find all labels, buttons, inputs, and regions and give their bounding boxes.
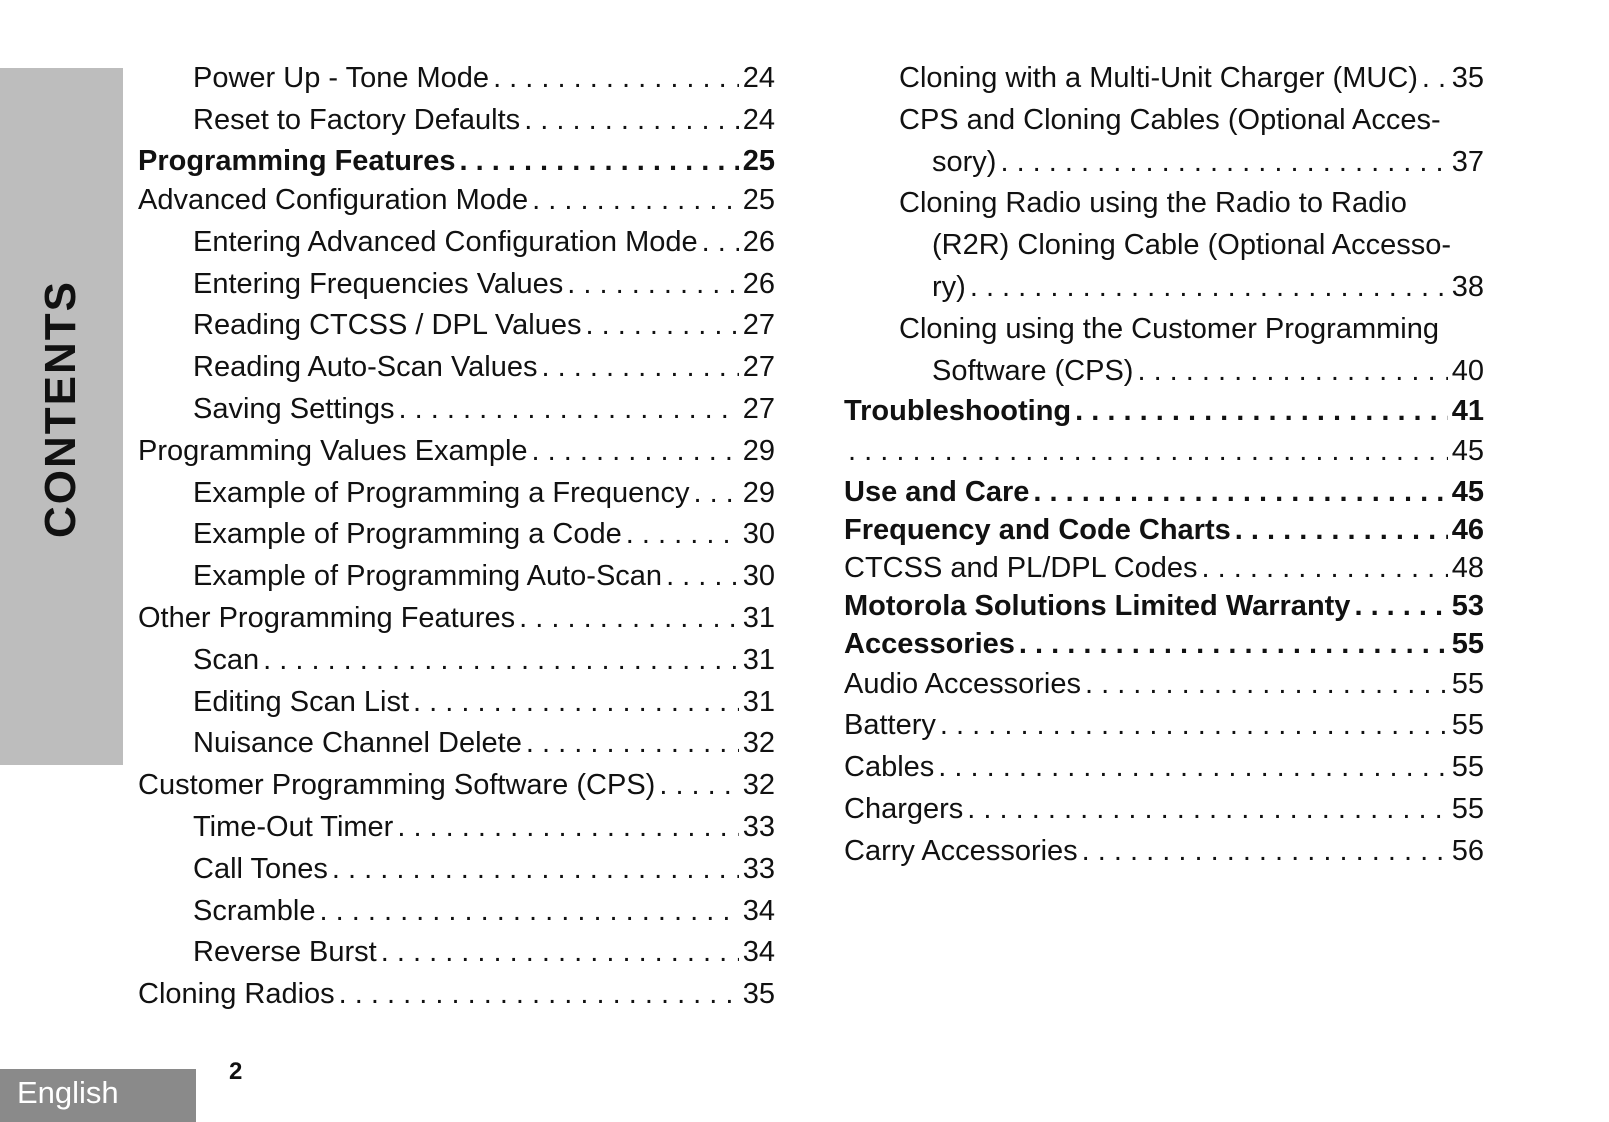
toc-page-number: 25 — [742, 184, 775, 217]
toc-page-number: 38 — [1451, 270, 1484, 303]
toc-entry[interactable] — [844, 705, 1484, 747]
dot-leader — [1235, 511, 1448, 550]
toc-entry[interactable] — [138, 765, 775, 807]
toc-line — [193, 807, 775, 849]
language-footer-tab — [0, 1069, 196, 1122]
toc-entry-title: (R2R) Cloning Cable (Optional Accesso- — [932, 229, 1451, 262]
toc-page-number: 26 — [742, 225, 775, 258]
dot-leader — [532, 431, 739, 473]
toc-line — [844, 831, 1484, 873]
dot-leader — [1000, 142, 1447, 184]
toc-line — [844, 473, 1484, 512]
toc-line — [899, 351, 1484, 393]
toc-line — [193, 849, 775, 891]
dot-leader — [940, 705, 1448, 747]
toc-entry[interactable] — [844, 747, 1484, 789]
toc-line — [193, 640, 775, 682]
dot-leader — [532, 180, 739, 222]
toc-line — [899, 58, 1484, 100]
toc-page-number: 35 — [1451, 62, 1484, 94]
toc-line — [844, 587, 1484, 626]
dot-leader — [493, 58, 739, 100]
toc-line — [193, 264, 775, 306]
toc-entry[interactable] — [844, 392, 1484, 431]
toc-entry-title: Editing Scan List — [193, 685, 410, 718]
dot-leader — [332, 849, 739, 891]
toc-left-column — [138, 58, 775, 1016]
toc-line — [899, 183, 1484, 225]
dot-leader — [666, 556, 739, 598]
toc-line — [193, 305, 775, 347]
toc-entry[interactable] — [844, 100, 1484, 184]
toc-page-number: 30 — [742, 518, 775, 551]
toc-page-number: 33 — [742, 852, 775, 885]
toc-entry[interactable] — [844, 511, 1484, 550]
toc-line — [844, 431, 1484, 473]
toc-entry-title: Programming Values Example — [138, 434, 528, 467]
toc-entry[interactable] — [844, 473, 1484, 512]
toc-entry-title: Cables — [844, 751, 935, 784]
toc-line — [193, 473, 775, 515]
dot-leader — [339, 974, 739, 1016]
toc-entry-title: Saving Settings — [193, 393, 395, 426]
toc-page-number: 29 — [742, 476, 775, 509]
toc-page-number: 31 — [742, 685, 775, 718]
toc-entry-title: Advanced Configuration Mode — [138, 184, 529, 217]
toc-page-number: 30 — [742, 560, 775, 593]
dot-leader — [1422, 58, 1448, 100]
toc-entry-title: Scramble — [193, 894, 316, 927]
toc-line — [193, 58, 775, 100]
toc-line — [844, 747, 1484, 789]
toc-entry-title: Entering Frequencies Values — [193, 267, 564, 300]
dot-leader — [526, 723, 739, 765]
toc-page-number: 26 — [742, 267, 775, 300]
dot-leader — [1085, 664, 1448, 706]
toc-entry[interactable] — [138, 640, 775, 682]
toc-line — [844, 625, 1484, 664]
toc-line — [193, 222, 775, 264]
dot-leader — [938, 747, 1447, 789]
dot-leader — [626, 514, 739, 556]
toc-entry-title: Chargers — [844, 793, 964, 826]
toc-page-number: 56 — [1451, 834, 1484, 867]
dot-leader — [967, 789, 1447, 831]
toc-entry[interactable] — [138, 807, 775, 849]
dot-leader — [970, 267, 1448, 309]
toc-entry-title: Reverse Burst — [193, 936, 377, 969]
toc-entry[interactable] — [138, 974, 775, 1016]
toc-entry[interactable] — [844, 58, 1484, 100]
toc-line — [138, 142, 775, 181]
toc-entry[interactable] — [138, 598, 775, 640]
toc-entry[interactable] — [844, 789, 1484, 831]
toc-line — [138, 765, 775, 807]
dot-leader — [1202, 550, 1448, 587]
toc-entry-title: Cloning with a Multi-Unit Charger (MUC) — [899, 62, 1418, 94]
toc-line — [138, 180, 775, 222]
toc-entry[interactable] — [138, 682, 775, 724]
toc-line — [844, 511, 1484, 550]
toc-entry-title: Example of Programming a Code — [193, 518, 622, 551]
toc-entry-title: CTCSS and PL/DPL Codes — [844, 551, 1198, 584]
toc-page-number: 55 — [1451, 667, 1484, 700]
toc-entry[interactable] — [138, 347, 775, 389]
dot-leader — [567, 264, 739, 306]
toc-entry[interactable] — [844, 831, 1484, 873]
toc-entry[interactable] — [138, 932, 775, 974]
dot-leader — [1137, 351, 1447, 393]
dot-leader — [524, 100, 739, 142]
toc-page-number: 34 — [742, 894, 775, 927]
toc-line — [138, 974, 775, 1016]
toc-line — [844, 705, 1484, 747]
toc-page-number: 32 — [742, 769, 775, 802]
toc-entry-title: Power Up - Tone Mode — [193, 62, 490, 94]
toc-entry[interactable] — [138, 389, 775, 431]
toc-line — [193, 891, 775, 933]
dot-leader — [413, 682, 739, 724]
toc-page-number: 53 — [1451, 589, 1484, 622]
toc-entry[interactable] — [138, 849, 775, 891]
toc-page-number: 55 — [1451, 751, 1484, 784]
toc-entry[interactable] — [844, 550, 1484, 587]
toc-entry[interactable] — [844, 587, 1484, 626]
toc-page-number: 27 — [742, 393, 775, 426]
contents-tab-label: CONTENTS — [36, 280, 85, 538]
toc-page-number: 55 — [1451, 793, 1484, 826]
dot-leader — [848, 431, 1448, 473]
toc-entry-title: ry) — [932, 270, 966, 303]
toc-page-number: 31 — [742, 602, 775, 635]
toc-line — [844, 664, 1484, 706]
toc-entry-title: Reading Auto-Scan Values — [193, 351, 538, 384]
toc-line — [844, 392, 1484, 431]
toc-entry[interactable] — [138, 180, 775, 222]
dot-leader — [702, 222, 739, 264]
toc-page-number: 40 — [1451, 354, 1484, 387]
toc-entry-title: Example of Programming Auto-Scan — [193, 560, 663, 593]
toc-page-number: 24 — [742, 62, 775, 94]
toc-line — [138, 598, 775, 640]
toc-entry-title: Carry Accessories — [844, 834, 1078, 867]
dot-leader — [659, 765, 738, 807]
toc-line — [138, 431, 775, 473]
toc-entry[interactable] — [138, 473, 775, 515]
dot-leader — [1354, 587, 1447, 626]
toc-line — [193, 389, 775, 431]
toc-entry-title: Troubleshooting — [844, 395, 1072, 428]
page-number: 2 — [229, 1058, 243, 1085]
toc-entry-title: Scan — [193, 643, 260, 676]
toc-entry-title: Nuisance Channel Delete — [193, 727, 522, 760]
toc-page-number: 33 — [742, 811, 775, 844]
toc-entry-title: Battery — [844, 709, 936, 742]
toc-entry[interactable] — [844, 309, 1484, 393]
toc-page-number: 45 — [1451, 475, 1484, 508]
dot-leader — [693, 473, 738, 515]
toc-line — [899, 100, 1484, 142]
toc-entry-title: Cloning Radio using the Radio to Radio — [899, 187, 1407, 220]
toc-page-number: 55 — [1451, 628, 1484, 661]
toc-entry[interactable] — [844, 183, 1484, 308]
toc-entry-title: Cloning using the Customer Programming — [899, 312, 1439, 345]
toc-page-number: 41 — [1451, 395, 1484, 428]
toc-line — [899, 267, 1484, 309]
toc-line — [193, 514, 775, 556]
toc-entry[interactable] — [138, 222, 775, 264]
toc-entry[interactable] — [844, 625, 1484, 664]
toc-entry-title: Call Tones — [193, 852, 328, 885]
toc-entry-title: Accessories — [844, 628, 1015, 661]
toc-page-number: 46 — [1451, 514, 1484, 547]
language-label: English — [17, 1075, 119, 1110]
toc-entry[interactable] — [844, 431, 1484, 473]
toc-entry-title: Entering Advanced Configuration Mode — [193, 225, 698, 258]
toc-page-number: 48 — [1451, 551, 1484, 584]
toc-entry-title: Reset to Factory Defaults — [193, 103, 521, 136]
toc-entry[interactable] — [138, 514, 775, 556]
toc-entry-title: Programming Features — [138, 144, 456, 177]
toc-line — [899, 142, 1484, 184]
toc-entry-title: Use and Care — [844, 475, 1030, 508]
toc-entry[interactable] — [138, 891, 775, 933]
toc-entry-title: Frequency and Code Charts — [844, 514, 1231, 547]
toc-entry[interactable] — [844, 664, 1484, 706]
toc-page-number: 32 — [742, 727, 775, 760]
toc-entry-title: Example of Programming a Frequency — [193, 476, 690, 509]
toc-entry-title: sory) — [932, 145, 997, 178]
dot-leader — [541, 347, 738, 389]
toc-entry-title: Audio Accessories — [844, 667, 1081, 700]
dot-leader — [397, 807, 738, 849]
toc-page-number: 34 — [742, 936, 775, 969]
toc-page-number: 31 — [742, 643, 775, 676]
toc-right-column — [844, 58, 1484, 873]
toc-entry[interactable] — [138, 556, 775, 598]
dot-leader — [263, 640, 739, 682]
dot-leader — [1082, 831, 1448, 873]
toc-page-number: 27 — [742, 309, 775, 342]
dot-leader — [399, 389, 739, 431]
toc-entry-title: Cloning Radios — [138, 978, 335, 1011]
toc-entry-title: Customer Programming Software (CPS) — [138, 769, 656, 802]
toc-line — [193, 347, 775, 389]
toc-page-number: 45 — [1451, 434, 1484, 467]
toc-page-number: 29 — [742, 434, 775, 467]
toc-entry[interactable] — [138, 723, 775, 765]
dot-leader — [381, 932, 739, 974]
toc-entry-title: Motorola Solutions Limited Warranty — [844, 589, 1351, 622]
toc-line — [193, 100, 775, 142]
toc-page-number: 37 — [1451, 145, 1484, 178]
toc-entry-title: Time-Out Timer — [193, 811, 394, 844]
toc-line — [844, 789, 1484, 831]
toc-line — [899, 309, 1484, 351]
dot-leader — [320, 891, 739, 933]
toc-page-number: 35 — [742, 978, 775, 1011]
dot-leader — [459, 142, 738, 181]
toc-entry[interactable] — [138, 58, 775, 100]
toc-line — [193, 723, 775, 765]
toc-page-number: 27 — [742, 351, 775, 384]
dot-leader — [519, 598, 739, 640]
toc-line — [193, 556, 775, 598]
toc-line — [193, 932, 775, 974]
toc-entry[interactable] — [138, 142, 775, 181]
dot-leader — [1075, 392, 1448, 431]
toc-entry-title: Other Programming Features — [138, 602, 516, 635]
toc-page-number: 25 — [742, 144, 775, 177]
toc-entry-title: Reading CTCSS / DPL Values — [193, 309, 582, 342]
toc-page-number: 24 — [742, 103, 775, 136]
dot-leader — [585, 305, 738, 347]
toc-line — [193, 682, 775, 724]
dot-leader — [1033, 473, 1447, 512]
toc-entry[interactable] — [138, 305, 775, 347]
toc-entry-title: CPS and Cloning Cables (Optional Acces- — [899, 103, 1441, 136]
toc-line — [899, 225, 1484, 267]
dot-leader — [1019, 625, 1448, 664]
toc-page-number: 55 — [1451, 709, 1484, 742]
toc-entry-title: Software (CPS) — [932, 354, 1134, 387]
toc-entry[interactable] — [138, 264, 775, 306]
toc-line — [844, 550, 1484, 587]
toc-entry[interactable] — [138, 431, 775, 473]
toc-entry[interactable] — [138, 100, 775, 142]
